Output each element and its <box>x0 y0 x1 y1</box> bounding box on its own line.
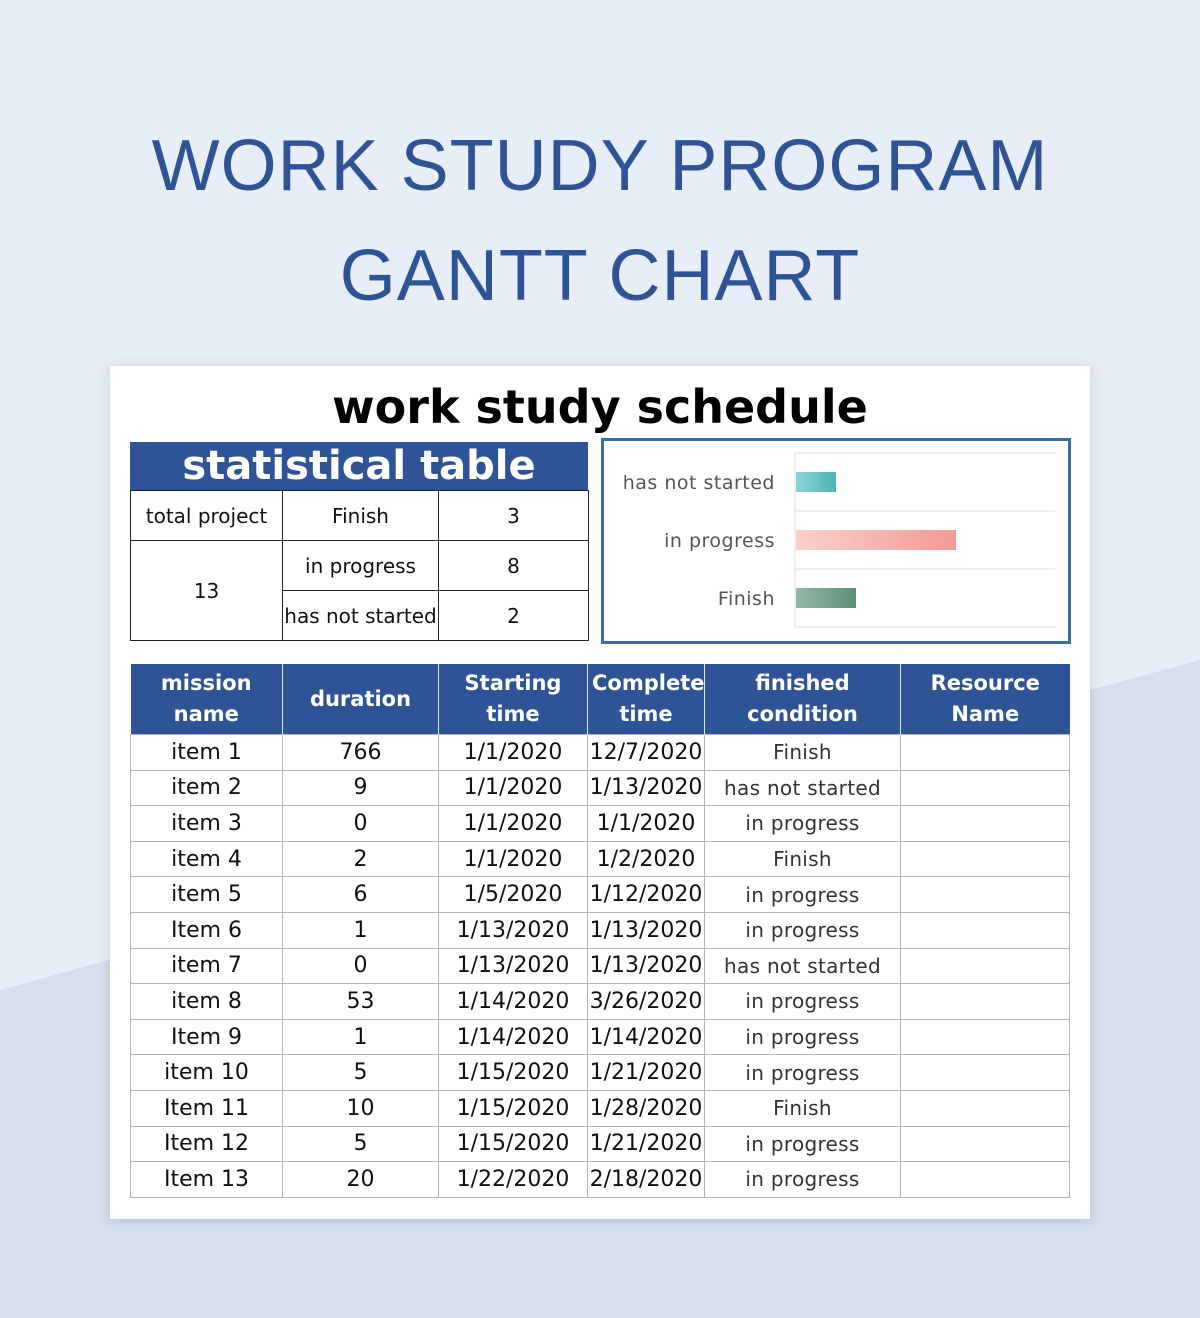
end-time-cell: 1/13/2020 <box>588 948 705 984</box>
duration-cell: 1 <box>283 1019 439 1055</box>
table-row <box>131 770 1070 806</box>
page-title-line-1: WORK STUDY PROGRAM <box>151 126 1049 206</box>
start-time-cell: 1/13/2020 <box>439 912 588 948</box>
table-row <box>131 877 1070 913</box>
duration-cell: 5 <box>283 1126 439 1162</box>
statistical-table <box>130 442 588 641</box>
status-bar-chart <box>601 438 1071 644</box>
condition-cell: in progress <box>705 1055 901 1091</box>
table-row <box>131 1090 1070 1126</box>
sheet-title: work study schedule <box>332 380 868 434</box>
duration-cell: 9 <box>283 770 439 806</box>
duration-cell: 5 <box>283 1055 439 1091</box>
end-time-cell: 1/21/2020 <box>588 1126 705 1162</box>
table-row <box>131 1055 1070 1091</box>
column-header-text: Resource <box>930 671 1040 695</box>
duration-cell: 10 <box>283 1090 439 1126</box>
mission-name-cell: Item 6 <box>131 912 283 948</box>
resource-cell <box>901 1162 1070 1198</box>
table-row <box>131 841 1070 877</box>
table-row <box>131 1162 1070 1198</box>
end-time-cell: 1/13/2020 <box>588 770 705 806</box>
resource-cell <box>901 735 1070 771</box>
end-time-cell: 3/26/2020 <box>588 984 705 1020</box>
column-header-starting-time <box>439 664 588 735</box>
end-time-cell: 1/28/2020 <box>588 1090 705 1126</box>
mission-name-cell: Item 11 <box>131 1090 283 1126</box>
resource-cell <box>901 948 1070 984</box>
schedule-table-grid <box>130 664 1070 1198</box>
mission-name-cell: Item 12 <box>131 1126 283 1162</box>
condition-cell: Finish <box>705 841 901 877</box>
chart-category-label: Finish <box>717 588 775 610</box>
mission-name-cell: Item 9 <box>131 1019 283 1055</box>
table-row <box>131 1019 1070 1055</box>
column-header-text: Complete <box>592 671 705 695</box>
chart-bar-has-not-started <box>796 472 836 492</box>
start-time-cell: 1/1/2020 <box>439 841 588 877</box>
chart-category-label: has not started <box>622 472 775 494</box>
resource-cell <box>901 1090 1070 1126</box>
chart-bar-in-progress <box>796 530 956 550</box>
column-header-text: condition <box>747 702 858 726</box>
total-project-label: total project <box>131 491 283 541</box>
condition-cell: in progress <box>705 806 901 842</box>
column-header-resource-name <box>901 664 1070 735</box>
condition-cell: in progress <box>705 877 901 913</box>
resource-cell <box>901 1126 1070 1162</box>
start-time-cell: 1/22/2020 <box>439 1162 588 1198</box>
mission-name-cell: item 7 <box>131 948 283 984</box>
table-row <box>131 912 1070 948</box>
column-header-text: name <box>173 702 239 726</box>
condition-cell: in progress <box>705 984 901 1020</box>
duration-cell: 1 <box>283 912 439 948</box>
stat-value-not-started: 2 <box>439 591 589 641</box>
end-time-cell: 2/18/2020 <box>588 1162 705 1198</box>
resource-cell <box>901 984 1070 1020</box>
resource-cell <box>901 770 1070 806</box>
column-header-text: mission <box>160 671 252 695</box>
column-header-complete-time <box>588 664 705 735</box>
start-time-cell: 1/15/2020 <box>439 1090 588 1126</box>
start-time-cell: 1/15/2020 <box>439 1055 588 1091</box>
condition-cell: in progress <box>705 912 901 948</box>
status-bar-chart-svg <box>604 441 1068 641</box>
stat-label-not-started: has not started <box>283 591 439 641</box>
duration-cell: 766 <box>283 735 439 771</box>
start-time-cell: 1/1/2020 <box>439 806 588 842</box>
condition-cell: in progress <box>705 1162 901 1198</box>
end-time-cell: 1/2/2020 <box>588 841 705 877</box>
mission-name-cell: item 3 <box>131 806 283 842</box>
duration-cell: 6 <box>283 877 439 913</box>
condition-cell: Finish <box>705 1090 901 1126</box>
stat-value-finish: 3 <box>439 491 589 541</box>
page-title-line-2: GANTT CHART <box>339 236 861 316</box>
resource-cell <box>901 912 1070 948</box>
start-time-cell: 1/13/2020 <box>439 948 588 984</box>
mission-name-cell: item 5 <box>131 877 283 913</box>
column-header-text: time <box>619 702 673 726</box>
end-time-cell: 1/12/2020 <box>588 877 705 913</box>
column-header-text: Starting <box>464 671 562 695</box>
mission-name-cell: item 4 <box>131 841 283 877</box>
table-row <box>131 806 1070 842</box>
start-time-cell: 1/14/2020 <box>439 984 588 1020</box>
column-header-text: finished <box>755 671 850 695</box>
resource-cell <box>901 1019 1070 1055</box>
end-time-cell: 1/1/2020 <box>588 806 705 842</box>
condition-cell: has not started <box>705 770 901 806</box>
mission-name-cell: Item 13 <box>131 1162 283 1198</box>
stat-label-in-progress: in progress <box>283 541 439 591</box>
table-row <box>131 735 1070 771</box>
end-time-cell: 12/7/2020 <box>588 735 705 771</box>
resource-cell <box>901 877 1070 913</box>
resource-cell <box>901 806 1070 842</box>
condition-cell: in progress <box>705 1126 901 1162</box>
start-time-cell: 1/1/2020 <box>439 735 588 771</box>
duration-cell: 2 <box>283 841 439 877</box>
statistical-table-grid <box>130 490 589 641</box>
mission-name-cell: item 10 <box>131 1055 283 1091</box>
schedule-table <box>130 664 1069 1198</box>
stat-value-in-progress: 8 <box>439 541 589 591</box>
end-time-cell: 1/14/2020 <box>588 1019 705 1055</box>
column-header-finished-condition <box>705 664 901 735</box>
end-time-cell: 1/21/2020 <box>588 1055 705 1091</box>
chart-category-label: in progress <box>664 530 775 552</box>
column-header-text: Name <box>951 702 1020 726</box>
condition-cell: in progress <box>705 1019 901 1055</box>
column-header-text: time <box>486 702 540 726</box>
start-time-cell: 1/15/2020 <box>439 1126 588 1162</box>
mission-name-cell: item 1 <box>131 735 283 771</box>
duration-cell: 53 <box>283 984 439 1020</box>
table-row <box>131 984 1070 1020</box>
mission-name-cell: item 2 <box>131 770 283 806</box>
resource-cell <box>901 841 1070 877</box>
column-header-mission-name <box>131 664 283 735</box>
column-header-duration <box>283 664 439 735</box>
duration-cell: 0 <box>283 806 439 842</box>
mission-name-cell: item 8 <box>131 984 283 1020</box>
end-time-cell: 1/13/2020 <box>588 912 705 948</box>
chart-bar-finish <box>796 588 856 608</box>
start-time-cell: 1/1/2020 <box>439 770 588 806</box>
duration-cell: 0 <box>283 948 439 984</box>
start-time-cell: 1/5/2020 <box>439 877 588 913</box>
total-project-value: 13 <box>131 541 283 641</box>
stat-label-finish: Finish <box>283 491 439 541</box>
condition-cell: has not started <box>705 948 901 984</box>
spreadsheet-card <box>110 366 1090 1219</box>
condition-cell: Finish <box>705 735 901 771</box>
table-row <box>131 1126 1070 1162</box>
duration-cell: 20 <box>283 1162 439 1198</box>
table-row <box>131 948 1070 984</box>
start-time-cell: 1/14/2020 <box>439 1019 588 1055</box>
column-header-text: duration <box>309 686 412 711</box>
resource-cell <box>901 1055 1070 1091</box>
statistical-table-header: statistical table <box>130 442 588 490</box>
